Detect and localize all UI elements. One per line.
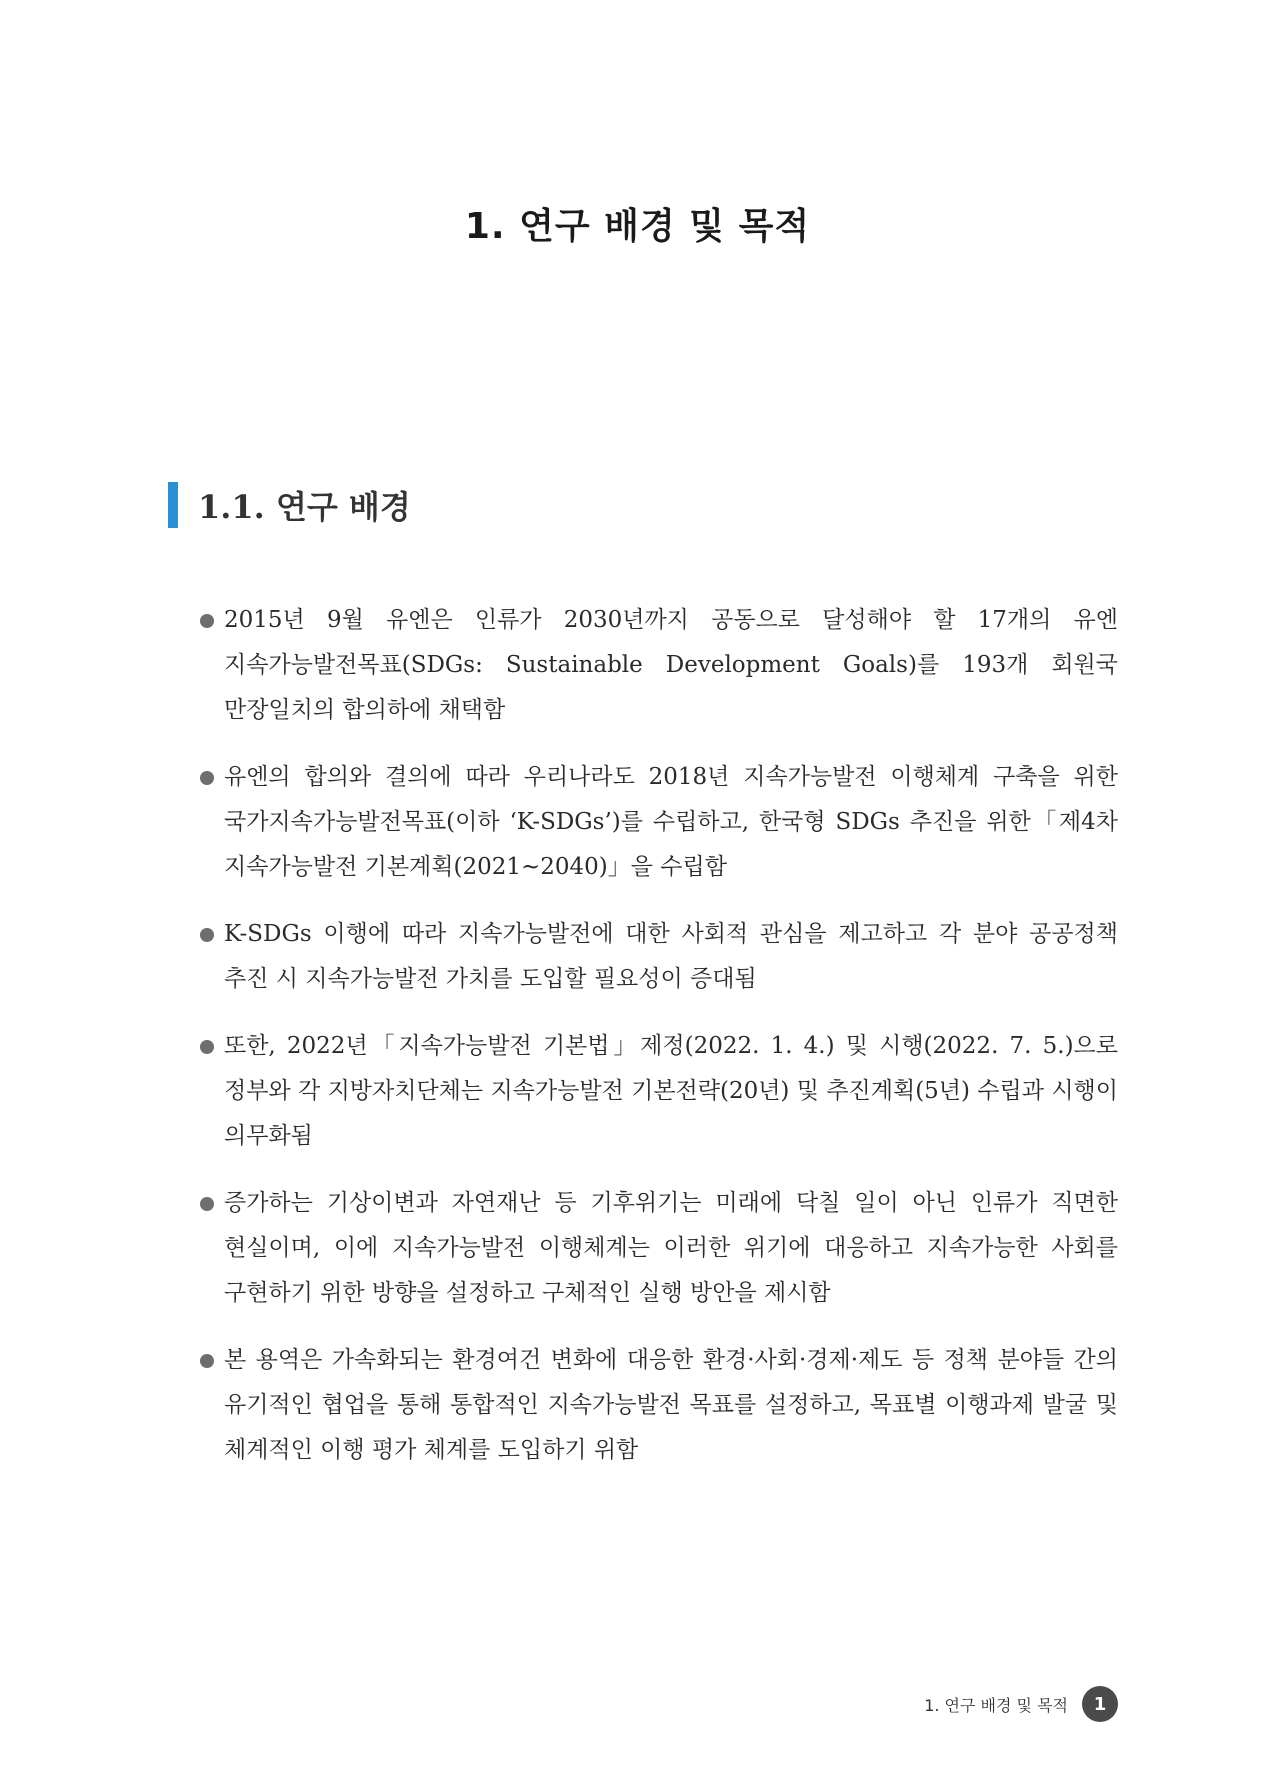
footer-chapter-title: 1. 연구 배경 및 목적 [924, 1695, 1068, 1715]
page-number-badge: 1 [1082, 1686, 1118, 1722]
list-item-text: 2015년 9월 유엔은 인류가 2030년까지 공동으로 달성해야 할 17개의 유엔 지속가능발전목표(SDGs: Sustainable Development Goals)를 193개 회원국 만장일치의 합의하에 채택함 [224, 607, 1118, 723]
bullet-icon [200, 614, 214, 628]
list-item [200, 1338, 1118, 1473]
bullet-icon [200, 1040, 214, 1054]
list-item-text: 본 용역은 가속화되는 환경여건 변화에 대응한 환경·사회·경제·제도 등 정책 분야들 간의 유기적인 협업을 통해 통합적인 지속가능발전 목표를 설정하고, 목표별 이행과제 발굴 및 체계적인 이행 평가 체계를 도입하기 위함 [224, 1347, 1118, 1463]
list-item-text: 유엔의 합의와 결의에 따라 우리나라도 2018년 지속가능발전 이행체계 구축을 위한 국가지속가능발전목표(이하 ‘K-SDGs’)를 수립하고, 한국형 SDGs 추진을 위한「제4차 지속가능발전 기본계획(2021~2040)」을 수립함 [224, 764, 1118, 880]
list-item [200, 755, 1118, 890]
background-bullet-list [200, 598, 1118, 1495]
section-accent-bar [168, 482, 178, 528]
list-item-text: K-SDGs 이행에 따라 지속가능발전에 대한 사회적 관심을 제고하고 각 분야 공공정책 추진 시 지속가능발전 가치를 도입할 필요성이 증대됨 [224, 921, 1118, 992]
list-item [200, 598, 1118, 733]
chapter-title: 1. 연구 배경 및 목적 [464, 206, 811, 247]
list-item [200, 1024, 1118, 1159]
list-item-text: 또한, 2022년「지속가능발전 기본법」제정(2022. 1. 4.) 및 시행(2022. 7. 5.)으로 정부와 각 지방자치단체는 지속가능발전 기본전략(20년) 및 추진계획(5년) 수립과 시행이 의무화됨 [224, 1033, 1118, 1149]
list-item [200, 912, 1118, 1002]
list-item-text: 증가하는 기상이변과 자연재난 등 기후위기는 미래에 닥칠 일이 아닌 인류가 직면한 현실이며, 이에 지속가능발전 이행체계는 이러한 위기에 대응하고 지속가능한 사회를 구현하기 위한 방향을 설정하고 구체적인 실행 방안을 제시함 [224, 1190, 1118, 1306]
bullet-icon [200, 1197, 214, 1211]
section-heading [168, 482, 411, 528]
page-footer [924, 1686, 1118, 1722]
bullet-icon [200, 1354, 214, 1368]
section-title: 1.1. 연구 배경 [198, 488, 411, 526]
bullet-icon [200, 928, 214, 942]
bullet-icon [200, 771, 214, 785]
list-item [200, 1181, 1118, 1316]
